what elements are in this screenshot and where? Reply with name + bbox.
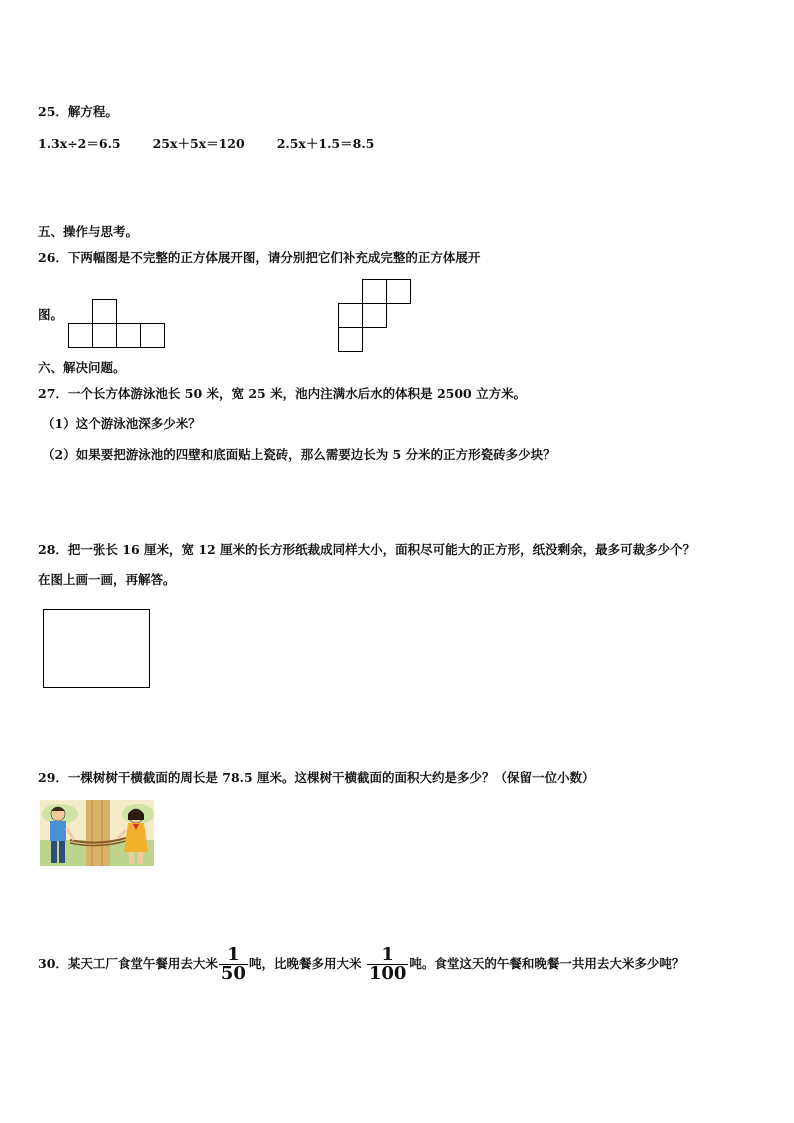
section-6-title: 六、解决问题。 bbox=[38, 360, 126, 375]
q26-text: 26．下两幅图是不完整的正方体展开图，请分别把它们补充成完整的正方体展开 bbox=[38, 250, 481, 265]
equation-1: 1.3x÷2＝6.5 bbox=[38, 136, 121, 151]
q25-title: 25．解方程。 bbox=[38, 104, 118, 119]
q30-part2: 吨，比晚餐多用大米 bbox=[248, 956, 366, 971]
equation-2: 25x＋5x＝120 bbox=[152, 136, 245, 151]
q30-text bbox=[38, 944, 684, 984]
section-5-title: 五、操作与思考。 bbox=[38, 224, 139, 239]
q25-equations bbox=[38, 136, 402, 152]
q30-part1: 30．某天工厂食堂午餐用去大米 bbox=[38, 956, 218, 971]
equation-3: 2.5x＋1.5＝8.5 bbox=[276, 136, 375, 151]
net2-square bbox=[338, 327, 363, 352]
q28-text: 28．把一张长 16 厘米，宽 12 厘米的长方形纸裁成同样大小，面积尽可能大的正方形，纸没剩余，最多可裁多少个？ bbox=[38, 542, 696, 557]
fraction-denominator: 100 bbox=[368, 963, 407, 984]
q29-text: 29．一棵树树干横截面的周长是 78.5 厘米。这棵树干横截面的面积大约是多少？（保留一位小数） bbox=[38, 770, 595, 785]
q27-text: 27．一个长方体游泳池长 50 米，宽 25 米，池内注满水后水的体积是 2500 立方米。 bbox=[38, 386, 527, 401]
fraction-one-fiftieth bbox=[219, 946, 248, 983]
fraction-one-hundredth bbox=[367, 946, 409, 983]
q27-sub1: （1）这个游泳池深多少米？ bbox=[42, 416, 201, 431]
paper-rectangle bbox=[43, 609, 150, 688]
q30-part3: 吨。食堂这天的午餐和晚餐一共用去大米多少吨？ bbox=[409, 956, 685, 971]
net1-square bbox=[68, 323, 93, 348]
net2-square bbox=[386, 279, 411, 304]
q28-text2: 在图上画一画，再解答。 bbox=[38, 572, 176, 587]
net2-square bbox=[362, 303, 387, 328]
net2-square bbox=[362, 279, 387, 304]
fraction-numerator: 1 bbox=[367, 946, 409, 965]
fraction-numerator: 1 bbox=[219, 946, 248, 965]
net1-square bbox=[92, 323, 117, 348]
q26-tail: 图。 bbox=[38, 307, 64, 322]
net2-square bbox=[338, 303, 363, 328]
net1-square bbox=[116, 323, 141, 348]
q27-sub2: （2）如果要把游泳池的四壁和底面贴上瓷砖，那么需要边长为 5 分米的正方形瓷砖多少块？ bbox=[42, 447, 556, 462]
net1-square bbox=[92, 299, 117, 324]
net1-square bbox=[140, 323, 165, 348]
fraction-denominator: 50 bbox=[220, 963, 246, 984]
children-measuring-tree-illustration bbox=[40, 800, 154, 866]
